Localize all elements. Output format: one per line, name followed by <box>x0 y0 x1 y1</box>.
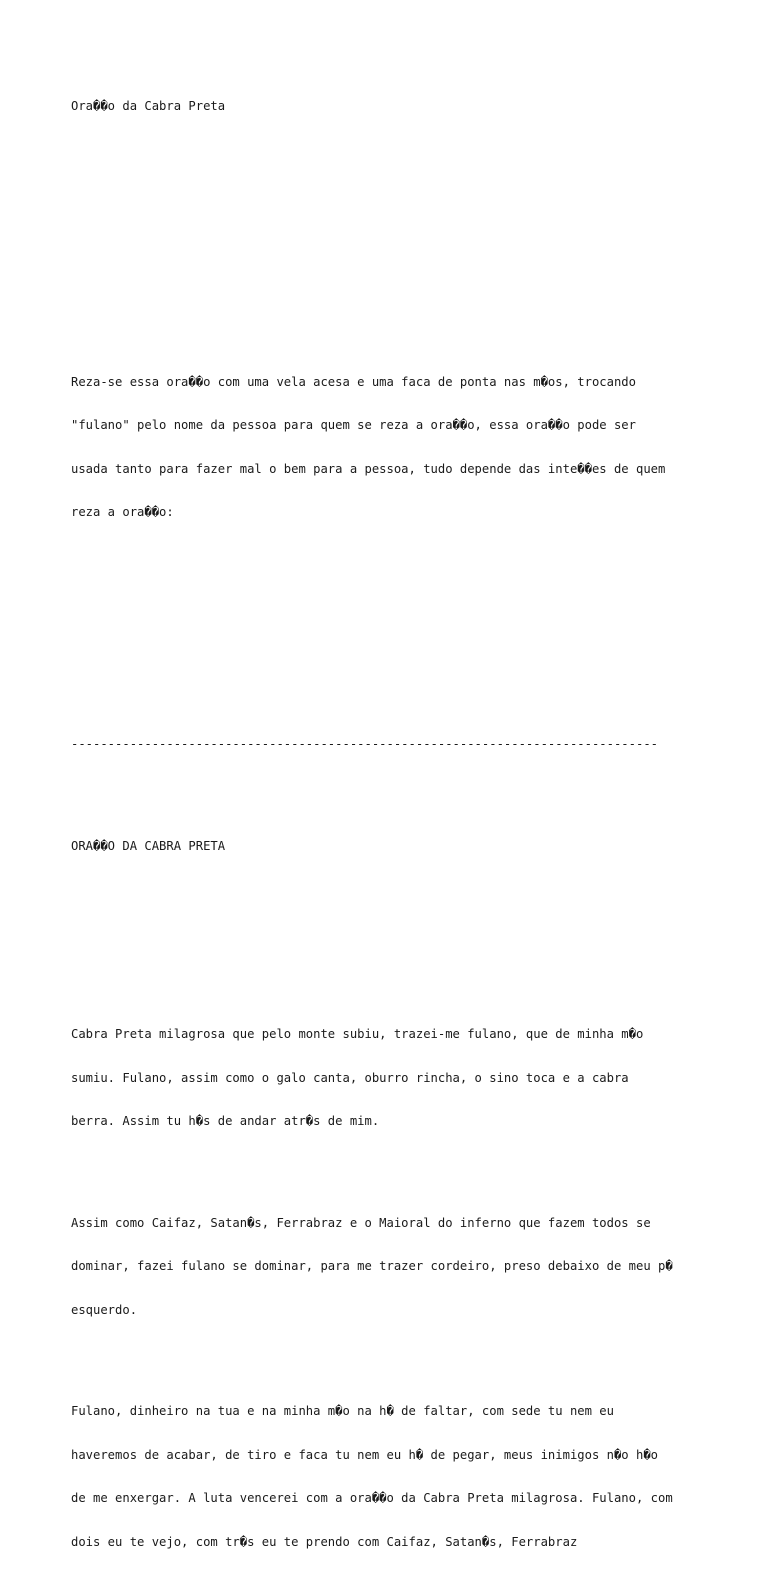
blank-line <box>71 882 751 897</box>
blank-line <box>71 1158 751 1173</box>
paragraph-line: Assim como Caifaz, Satan�s, Ferrabraz e o Maioral do inferno que fazem todos se <box>71 1215 651 1230</box>
blank-line <box>71 143 751 158</box>
paragraph-line: de me enxergar. A luta vencerei com a ora��o da Cabra Preta milagrosa. Fulano, com <box>71 1491 673 1505</box>
paragraph-line: berra. Assim tu h�s de andar atr�s de mim. <box>71 1114 380 1128</box>
paragraph-line: dois eu te vejo, com tr�s eu te prendo com Caifaz, Satan�s, Ferrabraz <box>71 1534 578 1549</box>
intro-line: reza a ora��o: <box>71 505 174 519</box>
paragraph-line: dominar, fazei fulano se dominar, para me trazer cordeiro, preso debaixo de meu p� <box>71 1259 673 1273</box>
intro-line: usada tanto para fazer mal o bem para a pessoa, tudo depende das inte��es de quem <box>71 461 666 476</box>
paragraph-line: haveremos de acabar, de tiro e faca tu nem eu h� de pegar, meus inimigos n�o h�o <box>71 1447 658 1462</box>
paragraph-line: esquerdo. <box>71 1302 138 1317</box>
blank-line <box>71 636 751 651</box>
section-heading: ORA��O DA CABRA PRETA <box>71 838 226 853</box>
blank-line <box>71 781 751 796</box>
blank-line <box>71 273 751 288</box>
document-title: Ora��o da Cabra Preta <box>71 99 226 113</box>
intro-line: Reza-se essa ora��o com uma vela acesa e uma faca de ponta nas m�os, trocando <box>71 374 636 389</box>
paragraph-line: Cabra Preta milagrosa que pelo monte subiu, trazei-me fulano, que de minha m�o <box>71 1027 644 1041</box>
paragraph-line: sumiu. Fulano, assim como o galo canta, oburro rincha, o sino toca e a cabra <box>71 1070 629 1085</box>
blank-line <box>71 679 751 694</box>
document-body <box>71 70 751 1578</box>
blank-line <box>71 230 751 245</box>
blank-line <box>71 969 751 984</box>
paragraph-line: Fulano, dinheiro na tua e na minha m�o na h� de faltar, com sede tu nem eu <box>71 1404 614 1418</box>
intro-line: "fulano" pelo nome da pessoa para quem se reza a ora��o, essa ora��o pode ser <box>71 418 636 432</box>
blank-line <box>71 592 751 607</box>
blank-line <box>71 1346 751 1361</box>
blank-line <box>71 186 751 201</box>
blank-line <box>71 549 751 564</box>
separator-line: -------------------------------------------------------------------------------- <box>71 737 658 751</box>
blank-line <box>71 317 751 332</box>
blank-line <box>71 926 751 941</box>
